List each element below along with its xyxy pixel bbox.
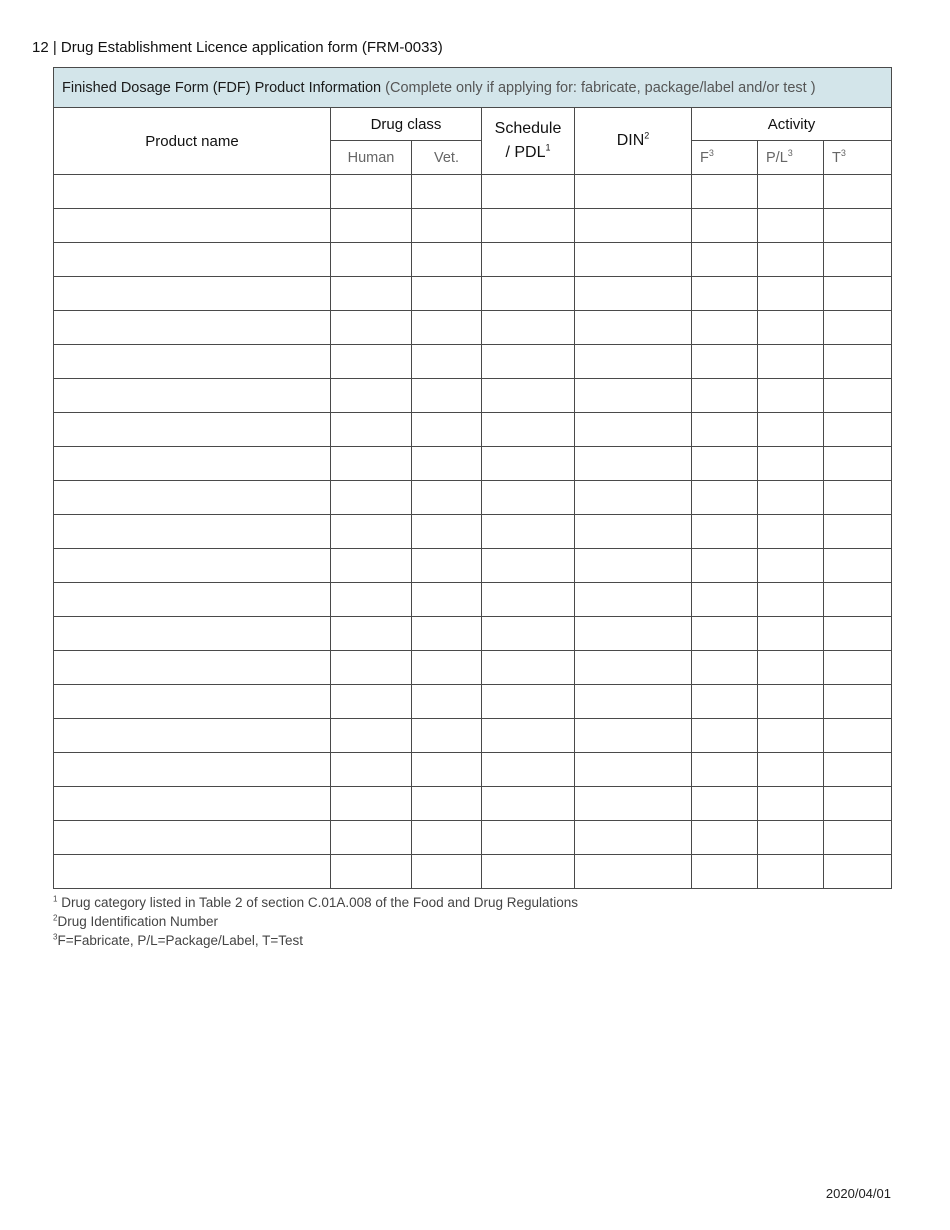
cell-test[interactable]	[824, 175, 892, 209]
cell-fabricate[interactable]	[692, 685, 758, 719]
cell-vet[interactable]	[412, 175, 482, 209]
cell-human[interactable]	[331, 447, 412, 481]
cell-product-name[interactable]	[54, 651, 331, 685]
form-title-note: (Complete only if applying for: fabricate, package/label and/or test )	[385, 79, 816, 96]
cell-vet[interactable]	[412, 515, 482, 549]
table-row	[54, 651, 892, 685]
table-row	[54, 685, 892, 719]
cell-test[interactable]	[824, 481, 892, 515]
cell-din[interactable]	[575, 821, 692, 855]
cell-din[interactable]	[575, 651, 692, 685]
cell-human[interactable]	[331, 617, 412, 651]
cell-product-name[interactable]	[54, 311, 331, 345]
col-package-label	[758, 141, 824, 175]
cell-fabricate[interactable]	[692, 515, 758, 549]
cell-din[interactable]	[575, 787, 692, 821]
cell-product-name[interactable]	[54, 277, 331, 311]
footnotes	[53, 893, 578, 950]
cell-fabricate[interactable]	[692, 413, 758, 447]
cell-vet[interactable]	[412, 277, 482, 311]
col-product-name: Product name	[54, 108, 331, 175]
cell-din[interactable]	[575, 481, 692, 515]
cell-product-name[interactable]	[54, 821, 331, 855]
col-f-label: F	[700, 149, 709, 166]
cell-package-label[interactable]	[758, 447, 824, 481]
cell-test[interactable]	[824, 209, 892, 243]
cell-schedule-pdl[interactable]	[482, 345, 575, 379]
col-drug-class: Drug class	[331, 108, 482, 141]
col-test	[824, 141, 892, 175]
cell-din[interactable]	[575, 617, 692, 651]
cell-schedule-pdl[interactable]	[482, 379, 575, 413]
col-human: Human	[331, 141, 412, 175]
cell-schedule-pdl[interactable]	[482, 651, 575, 685]
col-pl-label: P/L	[766, 149, 788, 166]
cell-fabricate[interactable]	[692, 345, 758, 379]
table-row	[54, 787, 892, 821]
table-row	[54, 243, 892, 277]
cell-test[interactable]	[824, 617, 892, 651]
page-header: 12 | Drug Establishment Licence application form (FRM-0033)	[32, 39, 443, 56]
cell-fabricate[interactable]	[692, 311, 758, 345]
footnote-ref-3: 3	[708, 147, 714, 158]
table-row	[54, 447, 892, 481]
col-pdl-label: / PDL	[505, 144, 546, 161]
cell-schedule-pdl[interactable]	[482, 413, 575, 447]
cell-vet[interactable]	[412, 617, 482, 651]
cell-schedule-pdl[interactable]	[482, 243, 575, 277]
table-row	[54, 821, 892, 855]
fdf-table-body	[54, 175, 892, 889]
table-row	[54, 549, 892, 583]
cell-schedule-pdl[interactable]	[482, 175, 575, 209]
cell-package-label[interactable]	[758, 311, 824, 345]
cell-test[interactable]	[824, 753, 892, 787]
cell-din[interactable]	[575, 753, 692, 787]
cell-vet[interactable]	[412, 685, 482, 719]
cell-din[interactable]	[575, 515, 692, 549]
cell-fabricate[interactable]	[692, 651, 758, 685]
cell-human[interactable]	[331, 311, 412, 345]
cell-fabricate[interactable]	[692, 719, 758, 753]
cell-human[interactable]	[331, 719, 412, 753]
form-title-main: Finished Dosage Form (FDF) Product Information	[62, 79, 382, 96]
cell-schedule-pdl[interactable]	[482, 753, 575, 787]
cell-product-name[interactable]	[54, 685, 331, 719]
cell-din[interactable]	[575, 685, 692, 719]
cell-schedule-pdl[interactable]	[482, 685, 575, 719]
cell-vet[interactable]	[412, 753, 482, 787]
table-row	[54, 719, 892, 753]
cell-human[interactable]	[331, 549, 412, 583]
table-row	[54, 481, 892, 515]
cell-vet[interactable]	[412, 549, 482, 583]
table-row	[54, 175, 892, 209]
cell-vet[interactable]	[412, 719, 482, 753]
cell-package-label[interactable]	[758, 481, 824, 515]
cell-schedule-pdl[interactable]	[482, 209, 575, 243]
footnote-ref-3: 3	[840, 147, 846, 158]
cell-product-name[interactable]	[54, 243, 331, 277]
cell-schedule-pdl[interactable]	[482, 821, 575, 855]
table-row	[54, 311, 892, 345]
cell-vet[interactable]	[412, 447, 482, 481]
cell-human[interactable]	[331, 821, 412, 855]
cell-product-name[interactable]	[54, 753, 331, 787]
cell-package-label[interactable]	[758, 549, 824, 583]
cell-test[interactable]	[824, 515, 892, 549]
cell-schedule-pdl[interactable]	[482, 719, 575, 753]
cell-product-name[interactable]	[54, 481, 331, 515]
cell-schedule-pdl[interactable]	[482, 447, 575, 481]
cell-test[interactable]	[824, 651, 892, 685]
cell-din[interactable]	[575, 379, 692, 413]
cell-test[interactable]	[824, 787, 892, 821]
cell-fabricate[interactable]	[692, 787, 758, 821]
cell-din[interactable]	[575, 345, 692, 379]
footnote-3-text: F=Fabricate, P/L=Package/Label, T=Test	[57, 933, 303, 948]
footnote-ref-2: 2	[644, 130, 650, 141]
cell-human[interactable]	[331, 379, 412, 413]
cell-fabricate[interactable]	[692, 447, 758, 481]
cell-vet[interactable]	[412, 379, 482, 413]
cell-package-label[interactable]	[758, 719, 824, 753]
cell-human[interactable]	[331, 175, 412, 209]
cell-schedule-pdl[interactable]	[482, 277, 575, 311]
cell-din[interactable]	[575, 583, 692, 617]
cell-product-name[interactable]	[54, 787, 331, 821]
cell-product-name[interactable]	[54, 583, 331, 617]
footnote-1	[53, 893, 578, 912]
cell-product-name[interactable]	[54, 855, 331, 889]
cell-fabricate[interactable]	[692, 583, 758, 617]
cell-schedule-pdl[interactable]	[482, 787, 575, 821]
table-row	[54, 855, 892, 889]
cell-test[interactable]	[824, 243, 892, 277]
cell-package-label[interactable]	[758, 787, 824, 821]
footnote-2-text: Drug Identification Number	[57, 914, 219, 929]
cell-din[interactable]	[575, 243, 692, 277]
cell-test[interactable]	[824, 583, 892, 617]
cell-fabricate[interactable]	[692, 243, 758, 277]
footnote-2-marker: 2	[53, 913, 58, 923]
cell-vet[interactable]	[412, 345, 482, 379]
cell-product-name[interactable]	[54, 617, 331, 651]
footnote-ref-1: 1	[545, 142, 551, 153]
cell-human[interactable]	[331, 685, 412, 719]
table-row	[54, 515, 892, 549]
form-title	[54, 68, 892, 108]
cell-vet[interactable]	[412, 855, 482, 889]
table-row	[54, 379, 892, 413]
cell-product-name[interactable]	[54, 379, 331, 413]
cell-fabricate[interactable]	[692, 617, 758, 651]
cell-test[interactable]	[824, 719, 892, 753]
cell-schedule-pdl[interactable]	[482, 515, 575, 549]
cell-schedule-pdl[interactable]	[482, 549, 575, 583]
cell-schedule-pdl[interactable]	[482, 583, 575, 617]
cell-vet[interactable]	[412, 651, 482, 685]
footnote-1-marker: 1	[53, 894, 58, 904]
cell-fabricate[interactable]	[692, 753, 758, 787]
cell-fabricate[interactable]	[692, 175, 758, 209]
footnote-2	[53, 912, 578, 931]
cell-schedule-pdl[interactable]	[482, 855, 575, 889]
cell-human[interactable]	[331, 243, 412, 277]
cell-vet[interactable]	[412, 583, 482, 617]
cell-package-label[interactable]	[758, 685, 824, 719]
cell-fabricate[interactable]	[692, 821, 758, 855]
cell-schedule-pdl[interactable]	[482, 617, 575, 651]
cell-human[interactable]	[331, 787, 412, 821]
cell-product-name[interactable]	[54, 515, 331, 549]
cell-fabricate[interactable]	[692, 481, 758, 515]
cell-fabricate[interactable]	[692, 379, 758, 413]
col-activity: Activity	[692, 108, 892, 141]
cell-human[interactable]	[331, 481, 412, 515]
fdf-product-table	[53, 67, 892, 889]
cell-package-label[interactable]	[758, 821, 824, 855]
cell-package-label[interactable]	[758, 243, 824, 277]
cell-vet[interactable]	[412, 787, 482, 821]
cell-schedule-pdl[interactable]	[482, 481, 575, 515]
cell-product-name[interactable]	[54, 447, 331, 481]
col-din-label: DIN	[616, 132, 645, 149]
cell-package-label[interactable]	[758, 379, 824, 413]
cell-human[interactable]	[331, 209, 412, 243]
cell-test[interactable]	[824, 855, 892, 889]
page-date: 2020/04/01	[825, 1186, 891, 1201]
cell-package-label[interactable]	[758, 413, 824, 447]
table-row	[54, 345, 892, 379]
cell-vet[interactable]	[412, 481, 482, 515]
cell-test[interactable]	[824, 413, 892, 447]
cell-vet[interactable]	[412, 243, 482, 277]
cell-product-name[interactable]	[54, 209, 331, 243]
cell-fabricate[interactable]	[692, 549, 758, 583]
cell-din[interactable]	[575, 209, 692, 243]
col-schedule-label: Schedule	[494, 120, 562, 137]
cell-din[interactable]	[575, 719, 692, 753]
cell-test[interactable]	[824, 447, 892, 481]
col-schedule-pdl	[482, 108, 575, 175]
cell-din[interactable]	[575, 311, 692, 345]
cell-package-label[interactable]	[758, 617, 824, 651]
cell-package-label[interactable]	[758, 345, 824, 379]
cell-test[interactable]	[824, 379, 892, 413]
table-row	[54, 209, 892, 243]
cell-din[interactable]	[575, 855, 692, 889]
footnote-3-marker: 3	[53, 932, 58, 942]
cell-product-name[interactable]	[54, 413, 331, 447]
cell-product-name[interactable]	[54, 719, 331, 753]
cell-test[interactable]	[824, 311, 892, 345]
cell-package-label[interactable]	[758, 277, 824, 311]
fdf-product-form	[53, 67, 891, 889]
cell-din[interactable]	[575, 413, 692, 447]
cell-din[interactable]	[575, 549, 692, 583]
cell-human[interactable]	[331, 277, 412, 311]
cell-package-label[interactable]	[758, 753, 824, 787]
table-row	[54, 277, 892, 311]
cell-package-label[interactable]	[758, 583, 824, 617]
cell-product-name[interactable]	[54, 175, 331, 209]
table-row	[54, 583, 892, 617]
col-fabricate	[692, 141, 758, 175]
cell-package-label[interactable]	[758, 175, 824, 209]
footnote-ref-3: 3	[787, 147, 793, 158]
cell-test[interactable]	[824, 345, 892, 379]
footnote-3	[53, 931, 578, 950]
cell-product-name[interactable]	[54, 345, 331, 379]
cell-din[interactable]	[575, 277, 692, 311]
table-row	[54, 617, 892, 651]
cell-human[interactable]	[331, 345, 412, 379]
cell-test[interactable]	[824, 549, 892, 583]
cell-test[interactable]	[824, 277, 892, 311]
cell-vet[interactable]	[412, 413, 482, 447]
cell-test[interactable]	[824, 685, 892, 719]
cell-vet[interactable]	[412, 311, 482, 345]
cell-human[interactable]	[331, 753, 412, 787]
col-vet: Vet.	[412, 141, 482, 175]
cell-din[interactable]	[575, 175, 692, 209]
cell-package-label[interactable]	[758, 651, 824, 685]
cell-vet[interactable]	[412, 209, 482, 243]
footnote-1-text: Drug category listed in Table 2 of section C.01A.008 of the Food and Drug Regulations	[57, 895, 579, 910]
cell-vet[interactable]	[412, 821, 482, 855]
cell-fabricate[interactable]	[692, 209, 758, 243]
cell-human[interactable]	[331, 515, 412, 549]
cell-human[interactable]	[331, 583, 412, 617]
cell-product-name[interactable]	[54, 549, 331, 583]
cell-package-label[interactable]	[758, 209, 824, 243]
cell-din[interactable]	[575, 447, 692, 481]
cell-package-label[interactable]	[758, 855, 824, 889]
cell-package-label[interactable]	[758, 515, 824, 549]
table-row	[54, 413, 892, 447]
col-t-label: T	[832, 149, 841, 166]
cell-human[interactable]	[331, 651, 412, 685]
cell-fabricate[interactable]	[692, 277, 758, 311]
cell-schedule-pdl[interactable]	[482, 311, 575, 345]
col-din	[575, 108, 692, 175]
cell-human[interactable]	[331, 855, 412, 889]
table-row	[54, 753, 892, 787]
cell-fabricate[interactable]	[692, 855, 758, 889]
cell-human[interactable]	[331, 413, 412, 447]
cell-test[interactable]	[824, 821, 892, 855]
